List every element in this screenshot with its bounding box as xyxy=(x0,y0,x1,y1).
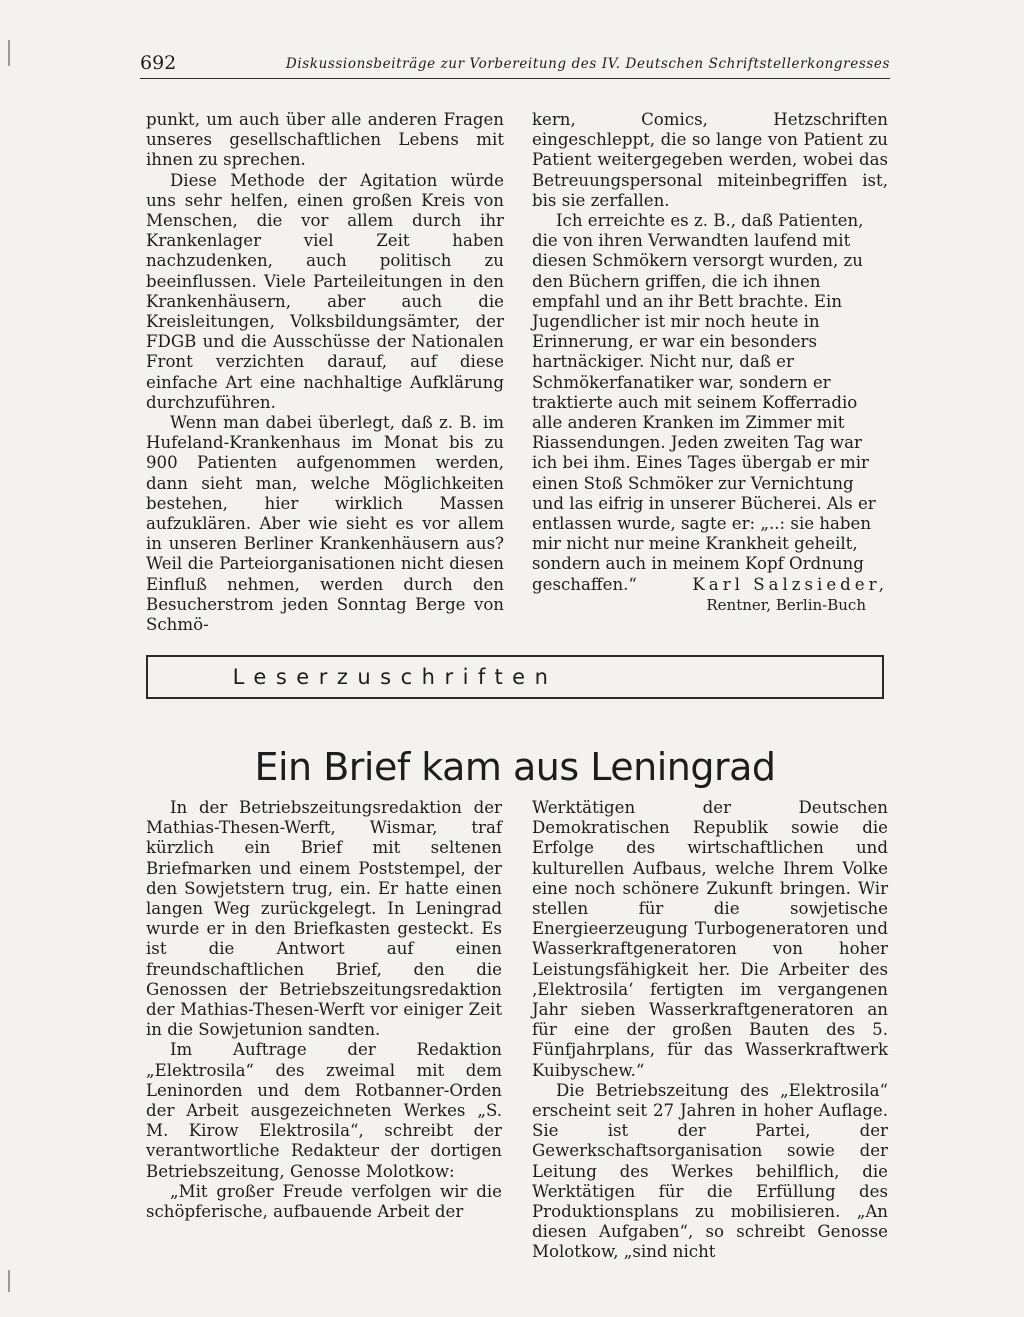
section-banner-label: Leserzuschriften xyxy=(232,665,558,689)
scan-margin-mark xyxy=(8,1270,10,1292)
section-banner xyxy=(146,655,884,699)
paragraph: punkt, um auch über alle anderen Fragen unseres gesellschaftlichen Lebens mit ihnen zu sprechen. xyxy=(146,110,504,170)
page-header xyxy=(140,52,890,82)
letter-right-column xyxy=(532,110,888,615)
paragraph: In der Betriebszeitungsredaktion der Mathias-Thesen-Werft, Wismar, traf kürzlich ein Brief mit seltenen Briefmarken und einem Poststempel, der den Sowjetstern trug, ein. Er hatte einen langen Weg zurückgelegt. In Leningrad wurde er in den Briefkasten gesteckt. Es ist die Antwort auf einen freundschaftlichen Brief, den die Genossen der Betriebszeitungsredaktion der Mathias-Thesen-Werft vor einiger Zeit in die Sowjetunion sandten. xyxy=(146,798,502,1040)
signature-name: Karl Salzsieder, xyxy=(692,574,888,594)
scan-margin-mark xyxy=(8,40,10,66)
page-number: 692 xyxy=(140,52,177,74)
paragraph: „Mit großer Freude verfolgen wir die schöpferische, aufbauende Arbeit der xyxy=(146,1181,502,1222)
article-title: Ein Brief kam aus Leningrad xyxy=(254,745,776,789)
paragraph: Wenn man dabei überlegt, daß z. B. im Hufeland-Krankenhaus im Monat bis zu 900 Patienten aufgenommen werden, dann sieht man, welche Möglichkeiten bestehen, hier wirklich Massen aufzuklären. Aber wie sieht es vor allem in unseren Berliner Krankenhäusern aus? Weil die Parteiorganisationen nicht diesen Einfluß nehmen, werden durch den Besucherstrom jeden Sonntag Berge von Schmö- xyxy=(146,413,504,635)
paragraph: Diese Methode der Agitation würde uns sehr helfen, einen großen Kreis von Menschen, die vor allem durch ihr Krankenlager viel Zeit haben nachzudenken, auch politisch zu beeinflussen. Viele Parteileitungen in den Krankenhäusern, aber auch die Kreisleitungen, Volksbildungsämter, der FDGB und die Ausschüsse der Nationalen Front verzichten darauf, auf diese einfache Art eine nachhaltige Aufklärung durchzuführen. xyxy=(146,170,504,412)
paragraph: Im Auftrage der Redaktion „Elektrosila“ des zweimal mit dem Leninorden und dem Rotbanner-Orden der Arbeit ausgezeichneten Werkes „S. M. Kirow Elektrosila“, schreibt der verantwortliche Redakteur der dortigen Betriebszeitung, Genosse Molotkow: xyxy=(146,1040,502,1181)
article-right-column xyxy=(532,798,888,1263)
letter-left-column xyxy=(146,110,504,635)
article-left-column xyxy=(146,798,502,1222)
header-rule xyxy=(140,78,890,79)
paragraph: Werktätigen der Deutschen Demokratischen Republik sowie die Erfolge des wirtschaftlichen und kulturellen Aufbaus, welche Ihrem Volke eine noch schönere Zukunft bringen. Wir stellen für die sowjetische Energieerzeugung Turbogeneratoren und Wasserkraftgeneratoren von hoher Leistungsfähigkeit her. Die Arbeiter des ‚Elektrosila‘ fertigten im vergangenen Jahr sieben Wasserkraftgeneratoren an für eine der großen Bauten des 5. Fünfjahrplans, für das Wasserkraftwerk Kuibyschew.“ xyxy=(532,798,888,1080)
signature-title: Rentner, Berlin-Buch xyxy=(706,596,866,615)
running-head: Diskussionsbeiträge zur Vorbereitung des IV. Deutschen Schriftstellerkongresses xyxy=(285,56,890,72)
paragraph: Ich erreichte es z. B., daß Patienten, die von ihren Verwandten laufend mit diesen Schmökern versorgt wurden, zu den Büchern griffen, die ich ihnen empfahl und an ihr Bett brachte. Ein Jugendlicher ist mir noch heute in Erinnerung, er war ein besonders hartnäckiger. Nicht nur, daß er Schmökerfanatiker war, sondern er traktierte auch mit seinem Kofferradio alle anderen Kranken im Zimmer mit Riassendungen. Jeden zweiten Tag war ich bei ihm. Eines Tages übergab er mir einen Stoß Schmöker zur Vernichtung und las eifrig in unserer Bücherei. Als er entlassen wurde, sagte er: „..: sie haben mir nicht nur meine Krankheit geheilt, sondern auch in meinem Kopf Ordnung geschaffen.“ xyxy=(532,211,876,594)
paragraph: Die Betriebszeitung des „Elektrosila“ erscheint seit 27 Jahren in hoher Auflage. Sie ist der Partei, der Gewerkschaftsorganisation sowie der Leitung des Werkes behilflich, die Werktätigen für die Erfüllung des Produktionsplans zu mobilisieren. „An diesen Aufgaben“, so schreibt Genosse Molotkow, „sind nicht xyxy=(532,1080,888,1262)
paragraph: kern, Comics, Hetzschriften eingeschleppt, die so lange von Patient zu Patient weitergegeben werden, wobei das Betreuungspersonal miteinbegriffen ist, bis sie zerfallen. xyxy=(532,110,888,210)
